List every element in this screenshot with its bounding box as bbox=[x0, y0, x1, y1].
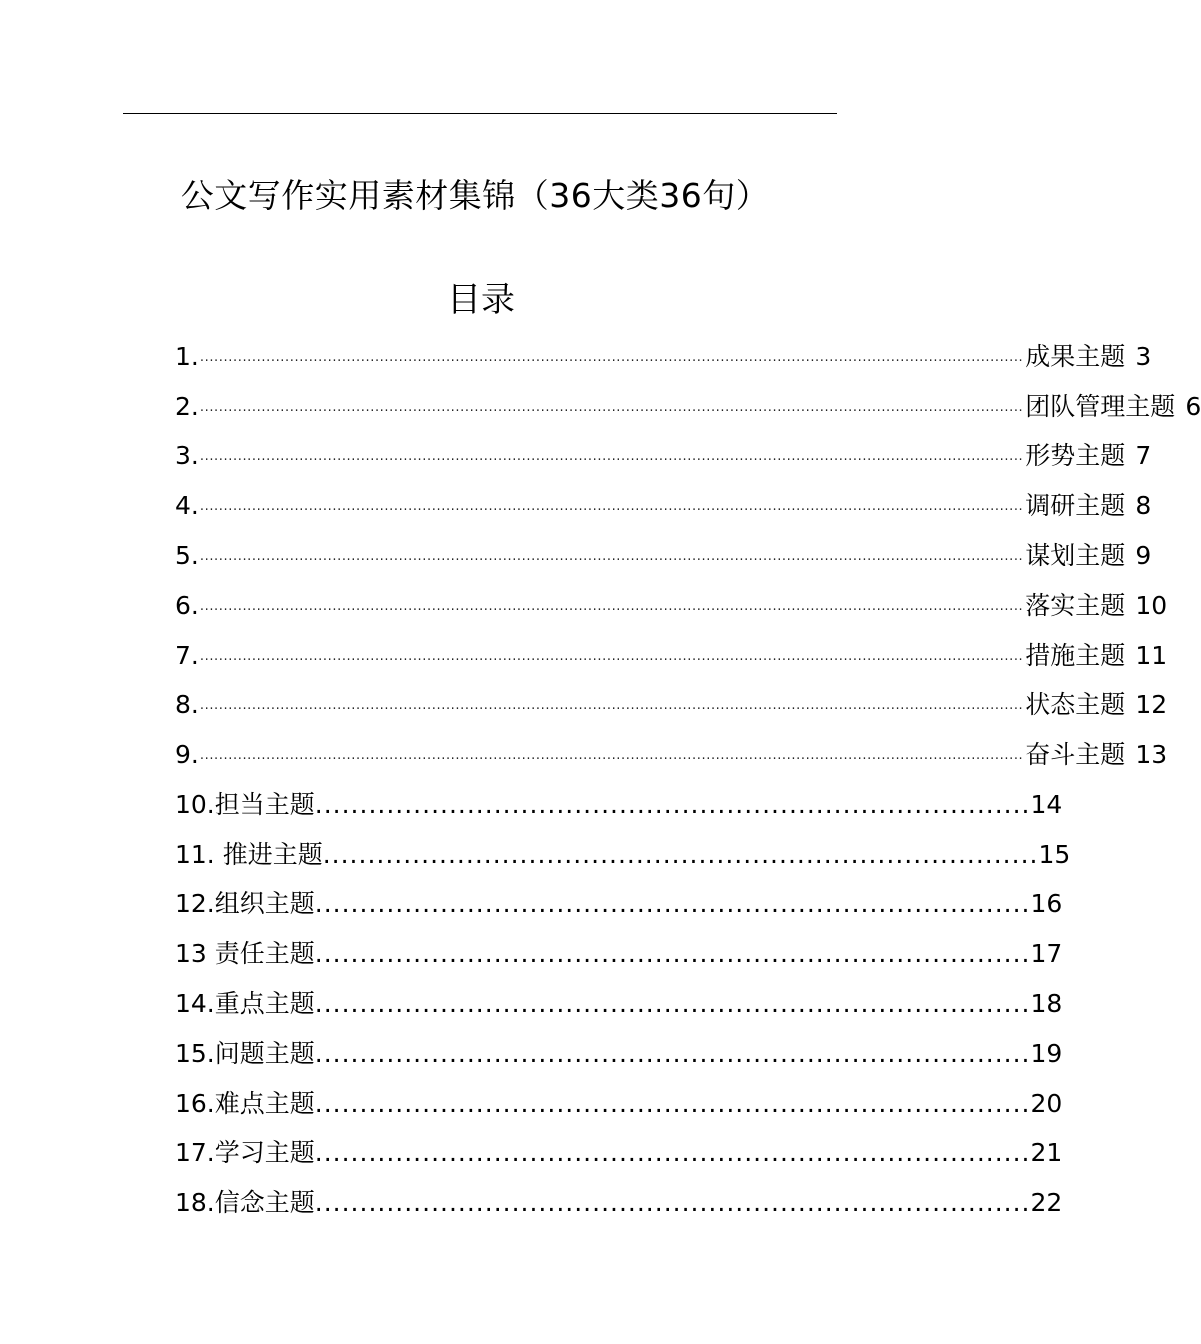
toc-entry-number: 5. bbox=[175, 540, 199, 570]
toc-entry-page: 21 bbox=[1030, 1138, 1063, 1168]
toc-dot-leader: .............................................................................................................................................................................. bbox=[199, 399, 1024, 415]
toc-entry-label: 17.学习主题 bbox=[175, 1138, 315, 1168]
toc-entry-page: 10 bbox=[1135, 590, 1168, 620]
toc-dot-leader: .............................................................................................................................................................................. bbox=[199, 648, 1024, 664]
toc-entry-number: 6. bbox=[175, 590, 199, 620]
toc-entry-label: 15.问题主题 bbox=[175, 1038, 315, 1068]
toc-dot-leader: .............................................................................................................................................................................. bbox=[199, 349, 1024, 365]
toc-entry[interactable] bbox=[175, 574, 1168, 624]
toc-entry-number: 2. bbox=[175, 391, 199, 421]
toc-entry-title: 谋划主题 bbox=[1025, 540, 1126, 570]
toc-entry[interactable] bbox=[175, 823, 1071, 873]
toc-dot-leader: .............................................................................................................................................................................. bbox=[199, 748, 1024, 764]
toc-entry-label: 12.组织主题 bbox=[175, 889, 315, 919]
toc-entry-number: 3. bbox=[175, 441, 199, 471]
toc-dot-leader: ................................................................................ bbox=[314, 939, 1031, 969]
toc-entry-label: 10.担当主题 bbox=[175, 789, 315, 819]
toc-entry-page: 11 bbox=[1135, 640, 1168, 670]
toc-entry-label: 14.重点主题 bbox=[175, 988, 315, 1018]
toc-list-primary bbox=[175, 325, 1201, 773]
toc-entry-title: 形势主题 bbox=[1025, 441, 1126, 471]
toc-entry-title: 团队管理主题 bbox=[1025, 391, 1176, 421]
toc-entry-page: 13 bbox=[1135, 740, 1168, 770]
toc-heading: 目录 bbox=[447, 280, 515, 320]
toc-entry[interactable] bbox=[175, 474, 1152, 524]
toc-entry-page: 8 bbox=[1135, 491, 1152, 521]
toc-dot-leader: ................................................................................ bbox=[322, 839, 1039, 869]
toc-entry[interactable] bbox=[175, 873, 1063, 923]
toc-entry-title: 措施主题 bbox=[1025, 640, 1126, 670]
header-rule bbox=[123, 113, 837, 114]
toc-dot-leader: .............................................................................................................................................................................. bbox=[199, 598, 1024, 614]
toc-entry-number: 7. bbox=[175, 640, 199, 670]
toc-entry-page: 6 bbox=[1185, 391, 1201, 421]
toc-dot-leader: .............................................................................................................................................................................. bbox=[199, 548, 1024, 564]
toc-entry-page: 12 bbox=[1135, 690, 1168, 720]
toc-dot-leader: ................................................................................ bbox=[314, 988, 1031, 1018]
toc-entry[interactable] bbox=[175, 1072, 1063, 1122]
toc-entry-title: 成果主题 bbox=[1025, 341, 1126, 371]
toc-entry-label: 18.信念主题 bbox=[175, 1188, 315, 1218]
toc-entry[interactable] bbox=[175, 425, 1152, 475]
toc-entry[interactable] bbox=[175, 375, 1201, 425]
toc-entry-page: 20 bbox=[1030, 1088, 1063, 1118]
toc-dot-leader: .............................................................................................................................................................................. bbox=[199, 449, 1024, 465]
toc-entry-page: 14 bbox=[1030, 789, 1063, 819]
toc-entry-page: 17 bbox=[1030, 939, 1063, 969]
toc-entry-page: 19 bbox=[1030, 1038, 1063, 1068]
toc-entry-number: 1. bbox=[175, 341, 199, 371]
toc-entry[interactable] bbox=[175, 325, 1152, 375]
toc-entry[interactable] bbox=[175, 1122, 1063, 1172]
toc-entry-title: 落实主题 bbox=[1025, 590, 1126, 620]
toc-entry[interactable] bbox=[175, 1022, 1063, 1072]
toc-entry-page: 22 bbox=[1030, 1188, 1063, 1218]
toc-entry-page: 9 bbox=[1135, 540, 1152, 570]
toc-dot-leader: ................................................................................ bbox=[314, 1138, 1031, 1168]
toc-entry-page: 3 bbox=[1135, 341, 1152, 371]
toc-dot-leader: .............................................................................................................................................................................. bbox=[199, 698, 1024, 714]
toc-entry-page: 16 bbox=[1030, 889, 1063, 919]
toc-list-secondary bbox=[175, 773, 1071, 1221]
toc-entry-number: 8. bbox=[175, 690, 199, 720]
toc-entry-label: 11. 推进主题 bbox=[175, 839, 323, 869]
toc-entry-number: 4. bbox=[175, 491, 199, 521]
toc-dot-leader: ................................................................................ bbox=[314, 789, 1031, 819]
toc-entry-page: 15 bbox=[1038, 839, 1071, 869]
document-title: 公文写作实用素材集锦（36大类36句） bbox=[180, 176, 770, 215]
toc-dot-leader: ................................................................................ bbox=[314, 1188, 1031, 1218]
toc-entry-label: 13 责任主题 bbox=[175, 939, 315, 969]
toc-entry[interactable] bbox=[175, 922, 1063, 972]
toc-entry-page: 18 bbox=[1030, 988, 1063, 1018]
toc-entry[interactable] bbox=[175, 773, 1063, 823]
toc-entry-title: 奋斗主题 bbox=[1025, 740, 1126, 770]
toc-dot-leader: ................................................................................ bbox=[314, 1038, 1031, 1068]
toc-entry-page: 7 bbox=[1135, 441, 1152, 471]
toc-dot-leader: ................................................................................ bbox=[314, 889, 1031, 919]
toc-entry-title: 调研主题 bbox=[1025, 491, 1126, 521]
toc-entry[interactable] bbox=[175, 1171, 1063, 1221]
toc-entry-number: 9. bbox=[175, 740, 199, 770]
toc-dot-leader: .............................................................................................................................................................................. bbox=[199, 499, 1024, 515]
toc-entry[interactable] bbox=[175, 624, 1168, 674]
toc-entry-title: 状态主题 bbox=[1025, 690, 1126, 720]
toc-entry[interactable] bbox=[175, 524, 1152, 574]
toc-entry[interactable] bbox=[175, 723, 1168, 773]
toc-entry[interactable] bbox=[175, 674, 1168, 724]
toc-dot-leader: ................................................................................ bbox=[314, 1088, 1031, 1118]
toc-entry[interactable] bbox=[175, 972, 1063, 1022]
toc-entry-label: 16.难点主题 bbox=[175, 1088, 315, 1118]
